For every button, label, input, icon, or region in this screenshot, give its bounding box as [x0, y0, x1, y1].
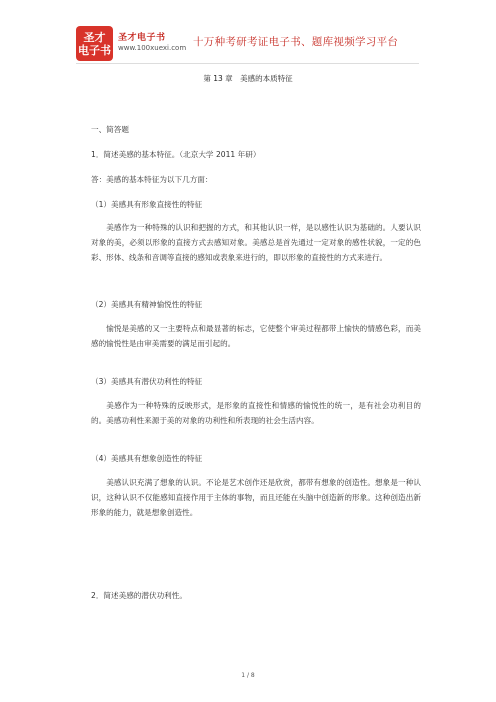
answer-intro: 答：美感的基本特征为以下几方面：: [91, 175, 213, 184]
logo-text-line2: 电子书: [78, 43, 111, 57]
brand-logo[interactable]: [76, 26, 113, 61]
point-1-body: 美感作为一种特殊的认识和把握的方式，和其他认识一样，是以感性认识为基础的。人要认识对象的美，必须以形象的直接方式去感知对象。美感总是首先通过一定对象的感性状貌，一定的色彩、形体、线条和音调等直接的感知或表象来进行的，即以形象的直接性的方式来进行。: [91, 223, 421, 262]
header-divider: [76, 63, 419, 64]
chapter-title: 第 13 章 美感的本质特征: [203, 74, 293, 83]
page-number: 1 / 8: [241, 672, 255, 679]
header-slogan: 十万种考研考证电子书、题库视频学习平台: [193, 36, 399, 48]
point-3-heading: （3）美感具有潜伏功利性的特征: [91, 377, 203, 386]
point-3-body: 美感作为一种特殊的反映形式，是形象的直接性和情感的愉悦性的统一，是有社会功利目的的。美感功利性来源于美的对象的功利性和所表现的社会生活内容。: [91, 401, 421, 425]
brand-url[interactable]: www.100xuexi.com: [118, 44, 187, 52]
question-2: 2．简述美感的潜伏功利性。: [91, 591, 187, 600]
logo-text-line1: 圣才: [83, 30, 106, 44]
point-4-body: 美感认识充满了想象的认识。不论是艺术创作还是欣赏，都带有想象的创造性。想象是一种认识，这种认识不仅能感知直接作用于主体的事物，而且还能在头脑中创造新的形象。这种创造出新形象的能力，就是想象创造性。: [91, 478, 421, 517]
section-heading: 一、简答题: [91, 125, 129, 134]
point-2-heading: （2）美感具有精神愉悦性的特征: [91, 300, 203, 309]
point-4-heading: （4）美感具有想象创造性的特征: [91, 454, 203, 463]
brand-name: 圣才电子书: [118, 33, 166, 43]
point-1-heading: （1）美感具有形象直接性的特征: [91, 200, 203, 209]
page-header: [0, 0, 496, 60]
point-2-body: 愉悦是美感的又一主要特点和最显著的标志，它使整个审美过程都带上愉快的情感色彩，而美感的愉悦性是由审美需要的满足而引起的。: [91, 324, 421, 348]
question-1: 1．简述美感的基本特征。（北京大学 2011 年研）: [91, 150, 261, 159]
